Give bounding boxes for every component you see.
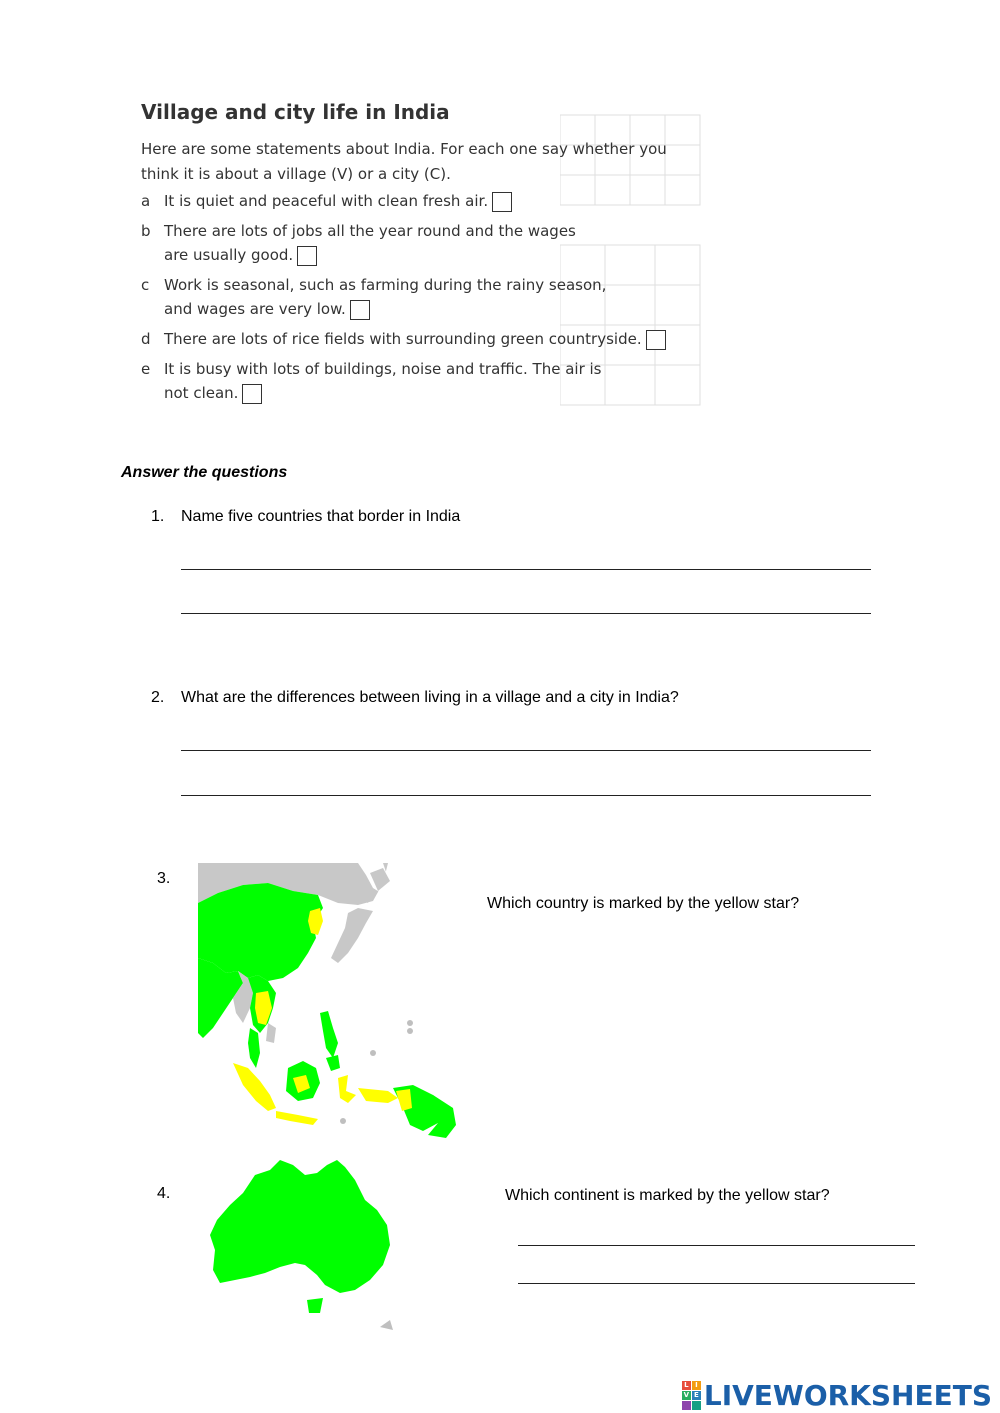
worksheet-title: Village and city life in India xyxy=(141,100,450,124)
answer-box-d[interactable] xyxy=(646,330,666,350)
answer-line-q4-2[interactable] xyxy=(518,1283,915,1284)
statement-letter: a xyxy=(141,192,151,210)
statement-text-continued: are usually good. xyxy=(164,246,294,264)
question-3-number: 3. xyxy=(157,870,171,887)
statement-letter: e xyxy=(141,360,151,378)
statement-d xyxy=(141,327,701,352)
logo-text: LIVEWORKSHEETS xyxy=(703,1378,992,1412)
statement-letter: b xyxy=(141,222,151,240)
question-4-text: Which continent is marked by the yellow star? xyxy=(505,1187,830,1204)
southeast-asia-map xyxy=(198,863,458,1138)
question-1-number: 1. xyxy=(151,508,165,525)
answer-line-q2-2[interactable] xyxy=(181,795,871,796)
question-3-text: Which country is marked by the yellow star? xyxy=(487,895,800,912)
answer-box-b[interactable] xyxy=(297,246,317,266)
statement-letter: d xyxy=(141,330,151,348)
answer-box-e[interactable] xyxy=(242,384,262,404)
question-4-number: 4. xyxy=(157,1185,171,1202)
answer-line-q4-1[interactable] xyxy=(518,1245,915,1246)
statement-e xyxy=(141,357,701,407)
answer-box-c[interactable] xyxy=(350,300,370,320)
worksheet-intro: Here are some statements about India. For each one say whether you think it is about a village (V) or a city (C). xyxy=(141,140,667,183)
questions-heading: Answer the questions xyxy=(121,464,288,481)
statement-c xyxy=(141,273,701,323)
logo-tiles-icon: L I V E xyxy=(682,1381,701,1410)
answer-line-q1-2[interactable] xyxy=(181,613,871,614)
australia-map xyxy=(205,1155,405,1330)
question-1-text: Name five countries that border in India xyxy=(181,508,461,525)
answer-line-q1-1[interactable] xyxy=(181,569,871,570)
liveworksheets-logo xyxy=(682,1378,992,1412)
statement-text-continued: not clean. xyxy=(164,384,239,402)
question-2-text: What are the differences between living in a village and a city in India? xyxy=(181,689,679,706)
statement-text: Work is seasonal, such as farming during the rainy season, xyxy=(164,276,607,294)
statement-text: It is quiet and peaceful with clean fresh air. xyxy=(164,192,489,210)
question-2-number: 2. xyxy=(151,689,165,706)
statement-text: It is busy with lots of buildings, noise and traffic. The air is xyxy=(164,360,602,378)
statement-text: There are lots of jobs all the year round and the wages xyxy=(164,222,576,240)
statement-letter: c xyxy=(141,276,150,294)
answer-box-a[interactable] xyxy=(492,192,512,212)
statement-b xyxy=(141,219,701,269)
answer-line-q2-1[interactable] xyxy=(181,750,871,751)
statement-a xyxy=(141,189,701,214)
statement-text-continued: and wages are very low. xyxy=(164,300,346,318)
statement-text: There are lots of rice fields with surrounding green countryside. xyxy=(164,330,642,348)
